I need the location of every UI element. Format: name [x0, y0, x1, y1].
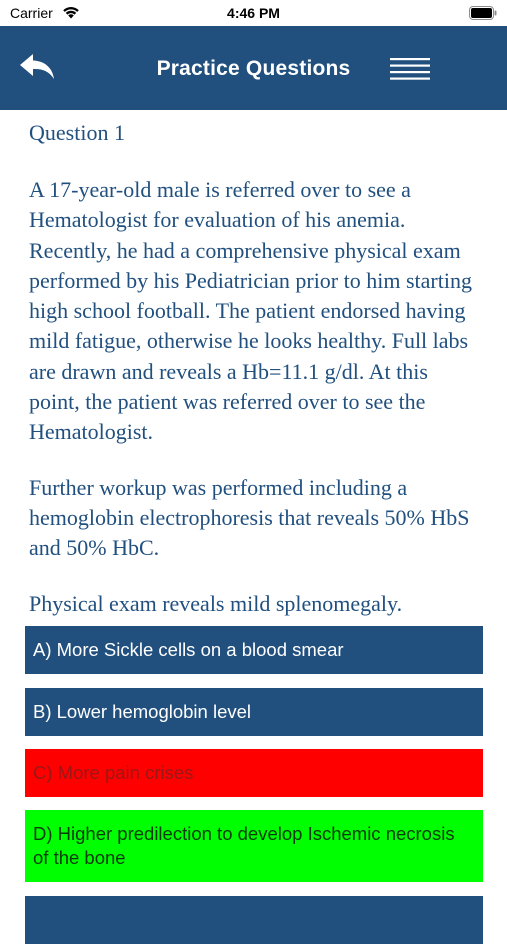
page-title: Practice Questions: [156, 57, 351, 80]
question-number: Question 1: [29, 120, 125, 145]
answer-label: C) More pain crises: [33, 762, 194, 783]
answer-option-a[interactable]: [25, 626, 483, 674]
answer-option-b[interactable]: [25, 688, 483, 736]
status-time: 4:46 PM: [227, 5, 280, 21]
hamburger-menu-icon[interactable]: [390, 56, 430, 82]
question-paragraph: Further workup was performed including a hemoglobin electrophoresis that reveals 50% HbS and 50% HbC.: [29, 474, 470, 561]
answer-label: D) Higher predilection to develop Ischemic necrosis of the bone: [33, 823, 455, 868]
answer-option-e[interactable]: [25, 896, 483, 944]
answer-label: A) More Sickle cells on a blood smear: [33, 639, 344, 660]
carrier-label: Carrier: [10, 5, 53, 21]
answer-option-c[interactable]: [25, 749, 483, 797]
battery-icon: [469, 6, 497, 20]
question-text: [29, 175, 484, 644]
question-scroll-area[interactable]: [0, 110, 507, 616]
question-paragraph: Physical exam reveals mild splenomegaly.: [29, 590, 403, 616]
answer-option-d[interactable]: [25, 810, 483, 882]
nav-bar: [0, 26, 507, 110]
question-paragraph: A 17-year-old male is referred over to see a Hematologist for evaluation of his anemia. Recently, he had a comprehensive physical exam performed by his Pediatrician prior to him starting high school football. The patient endorsed having mild fatigue, otherwise he looks healthy. Full labs are drawn and reveals a Hb=11.1 g/dl. At this point, the patient was referred over to see the Hematologist.: [29, 177, 472, 445]
status-bar: [0, 0, 507, 26]
answer-label: B) Lower hemoglobin level: [33, 701, 252, 722]
